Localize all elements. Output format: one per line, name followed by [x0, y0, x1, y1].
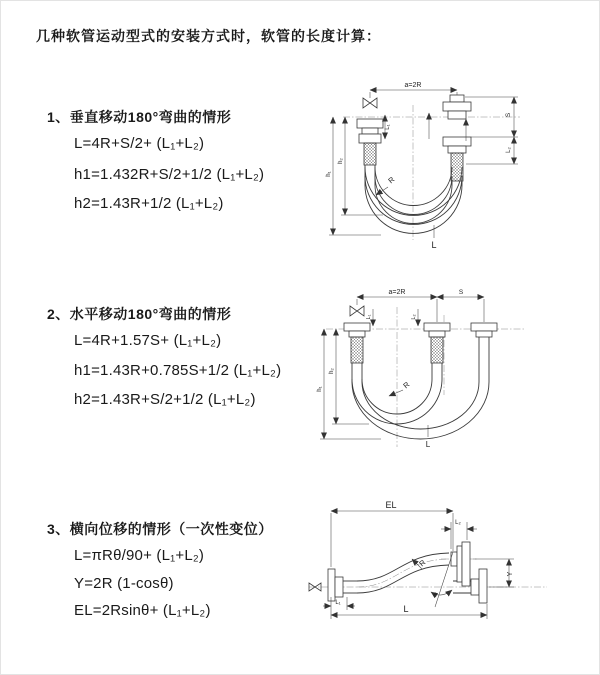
dim-el-label: EL: [385, 500, 397, 510]
angle-theta-label: θ: [433, 592, 437, 599]
section1-formula-h1: h1=1.432R+S/2+1/2 (L₁+L₂): [74, 166, 265, 183]
dim-h2-label: h₂: [338, 158, 344, 164]
length-label: L: [403, 604, 409, 614]
section2-formula-l: L=4R+1.57S+ (L₁+L₂): [74, 332, 222, 349]
radius-label: R: [401, 379, 412, 391]
dim-y-label: Y: [507, 571, 514, 577]
diagram1-labels: [326, 82, 512, 250]
valve-icon: [350, 306, 364, 316]
radius-label: R: [417, 557, 428, 569]
section3-heading: 3、横向位移的情形（一次性变位）: [47, 521, 273, 537]
diagram-vertical-180-bend: [313, 77, 528, 257]
section2-formula-h1: h1=1.43R+0.785S+1/2 (L₁+L₂): [74, 362, 282, 379]
valve-icon: [363, 98, 377, 108]
hose-arcs: [365, 165, 462, 233]
dim-h1-label: h₁: [317, 386, 323, 392]
section1-formula-l: L=4R+S/2+ (L₁+L₂): [74, 135, 205, 152]
length-label: L: [431, 240, 437, 250]
dim-l2-label: L₂: [455, 520, 461, 526]
dim-l1-label: L₁: [366, 314, 372, 320]
flanges: [328, 542, 487, 603]
diagram-horizontal-180-bend: [311, 287, 541, 462]
dim-h1-label: h₁: [326, 171, 332, 177]
dim-a2r-label: a=2R: [388, 289, 406, 296]
section1-formula-h2: h2=1.43R+1/2 (L₁+L₂): [74, 195, 224, 212]
dim-a2r-label: a=2R: [404, 82, 422, 89]
section2-formula-h2: h2=1.43R+S/2+1/2 (L₁+L₂): [74, 391, 256, 408]
hose-arcs: [352, 337, 489, 439]
section2-heading: 2、水平移动180°弯曲的情形: [47, 306, 232, 322]
dim-l1-label: L₁: [385, 124, 391, 130]
dim-h2-label: h₂: [329, 368, 335, 374]
dimension-lines: [329, 90, 518, 238]
dim-l2-label: L₂: [411, 314, 417, 320]
length-label: L: [425, 440, 431, 449]
section3-formula-l: L=πRθ/90+ (L₁+L₂): [74, 547, 205, 564]
hose-fittings: [357, 95, 471, 181]
dim-s-label: S: [458, 289, 464, 296]
section3-formula-el: EL=2Rsinθ+ (L₁+L₂): [74, 602, 211, 619]
dim-s-label: S: [505, 112, 512, 118]
section3-formula-y: Y=2R (1-cosθ): [74, 575, 174, 592]
section1-heading: 1、垂直移动180°弯曲的情形: [47, 109, 232, 125]
dimension-lines: [320, 297, 484, 439]
dim-l2-label: L₂: [506, 147, 512, 153]
radius-label: R: [386, 174, 397, 186]
page-title: 几种软管运动型式的安装方式时，软管的长度计算：: [36, 28, 381, 44]
dim-l1-label: L₁: [335, 600, 341, 606]
diagram-lateral-displacement: [301, 497, 553, 655]
